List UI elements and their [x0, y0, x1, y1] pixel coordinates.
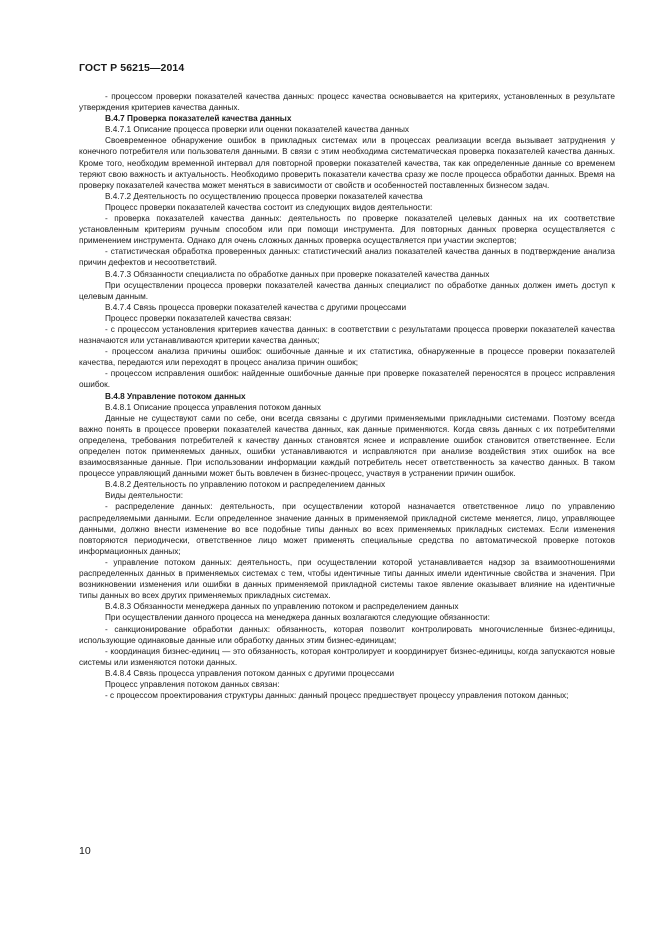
paragraph: - проверка показателей качества данных: деятельность по проверке показателей целевых данных на их соответствие установленным критериям ручным способом или при помощи инструмента. Для повторных данных проверка осуществляется с применением инструмента. Однако для очень сложных данных проверка осуществляется при участии экспертов; [79, 214, 615, 246]
page-number: 10 [79, 845, 91, 857]
paragraph: Процесс управления потоком данных связан: [105, 679, 280, 689]
paragraph: - санкционирование обработки данных: обязанность, которая позволит контролировать многочисленные бизнес-единицы, использующие одинаковые данные или обработку данных этим бизнес-единицам; [79, 624, 615, 645]
paragraph: - распределение данных: деятельность, при осуществлении которой назначается ответственное лицо по управлению распределяемыми данными. Если определенное значение данных в применяемой прикладной системе меняется, лицо, управляющее данными, должно внести изменение во все подобные типы данных во всех применяемых прикладных системах. Если изменения повторяются периодически, ответственное лицо может применять специальные средства по автоматической проверке потоков информационных данных; [79, 502, 615, 556]
paragraph: - с процессом установления критериев качества данных: в соответствии с результатами процесса проверки показателей качества назначаются или устанавливаются критерии качества данных; [79, 324, 615, 346]
paragraph: В.4.8.1 Описание процесса управления потоком данных [105, 402, 321, 412]
paragraph: Данные не существуют сами по себе, они всегда связаны с другими применяемыми прикладными системами. Поэтому всегда важно понять в процессе проверки показателей качества данных, как данные применяются. Когда связь данных с их потребителями определена, требования потребителей к качеству данных становятся яснее и исправление ошибок становится ответственнее. Если определен поток применяемых данных, ошибки устанавливаются и исправляются при анализе воздействия этих ошибок на все взаимосвязанные данные. При использовании информации каждый потребитель несет ответственность за качество данных. В таком процессе управляющий данными может быть вовлечен в бизнес-процесс, участвуя в устранении причин ошибок. [79, 413, 615, 479]
paragraph: При осуществлении данного процесса на менеджера данных возлагаются следующие обязанности: [105, 613, 490, 623]
paragraph: - координация бизнес-единиц — это обязанность, которая контролирует и координирует бизнес-единицы, когда запускаются новые системы или изменяются потоки данных. [79, 646, 615, 667]
paragraph: В.4.8.4 Связь процесса управления потоком данных с другими процессами [105, 668, 395, 678]
paragraph: - управление потоком данных: деятельность, при осуществлении которой устанавливается надзор за взаимоотношениями распределенных данных в применяемых системах с тем, чтобы идентичные типы данных имели идентичные свойства и значения. При возникновении изменения или ошибки в данных применяемой прикладной системы такое явление оказывает влияние на идентичные типы данных во всех других применяемых прикладных системах. [79, 557, 615, 601]
paragraph: - процессом проверки показателей качества данных: процесс качества основывается на критериях, установленных в результате утверждения критериев качества данных. [79, 92, 615, 113]
paragraph: Процесс проверки показателей качества состоит из следующих видов деятельности: [105, 202, 433, 212]
paragraph: В.4.7.1 Описание процесса проверки или оценки показателей качества данных [105, 125, 410, 135]
paragraph: В.4.7.4 Связь процесса проверки показателей качества с другими процессами [105, 302, 407, 312]
paragraph: В.4.7.2 Деятельность по осуществлению процесса проверки показателей качества [105, 191, 423, 201]
document-header: ГОСТ Р 56215—2014 [79, 62, 185, 74]
paragraph: - процессом исправления ошибок: найденные ошибочные данные при проверке показателей переносятся в процесс исправления ошибок. [79, 369, 615, 390]
section-heading: В.4.8 Управление потоком данных [105, 391, 246, 401]
paragraph: Процесс проверки показателей качества связан: [105, 313, 292, 323]
section-heading: В.4.7 Проверка показателей качества данных [105, 114, 292, 124]
paragraph: - процессом анализа причины ошибок: ошибочные данные и их статистика, обнаруженные в процессе проверки показателей качества, передаются или переходят в процесс анализа причин ошибок; [79, 347, 615, 368]
paragraph: Виды деятельности: [105, 491, 184, 501]
paragraph: В.4.8.3 Обязанности менеджера данных по управлению потоком и распределением данных [105, 602, 459, 612]
paragraph: В.4.8.2 Деятельность по управлению потоком и распределением данных [105, 480, 386, 490]
paragraph: При осуществлении процесса проверки показателей качества данных специалист по обработке данных должен иметь доступ к целевым данным. [79, 280, 615, 301]
paragraph: Своевременное обнаружение ошибок в прикладных системах или в процессах реализации всегда вызывает затруднения у конечного потребителя или пользователя данными. В связи с этим необходима систематическая проверка показателей качества данных. Кроме того, необходим временной интервал для повторной проверки показателей качества, так как определенные данные со временем теряют свою важность и актуальность. Необходимо проверить показатели качества сразу же после процесса обработки данных. Время на проверку показателей качества может меняться в зависимости от свойств и особенностей поставленных бизнесом задач. [79, 136, 615, 190]
document-body [79, 91, 615, 701]
paragraph: В.4.7.3 Обязанности специалиста по обработке данных при проверке показателей качества данных [105, 269, 490, 279]
paragraph: - статистическая обработка проверенных данных: статистический анализ показателей качества данных в подтверждение анализа причин дефектов и несоответствий. [79, 247, 615, 268]
paragraph: - с процессом проектирования структуры данных: данный процесс предшествует процессу управления потоком данных; [105, 691, 569, 701]
